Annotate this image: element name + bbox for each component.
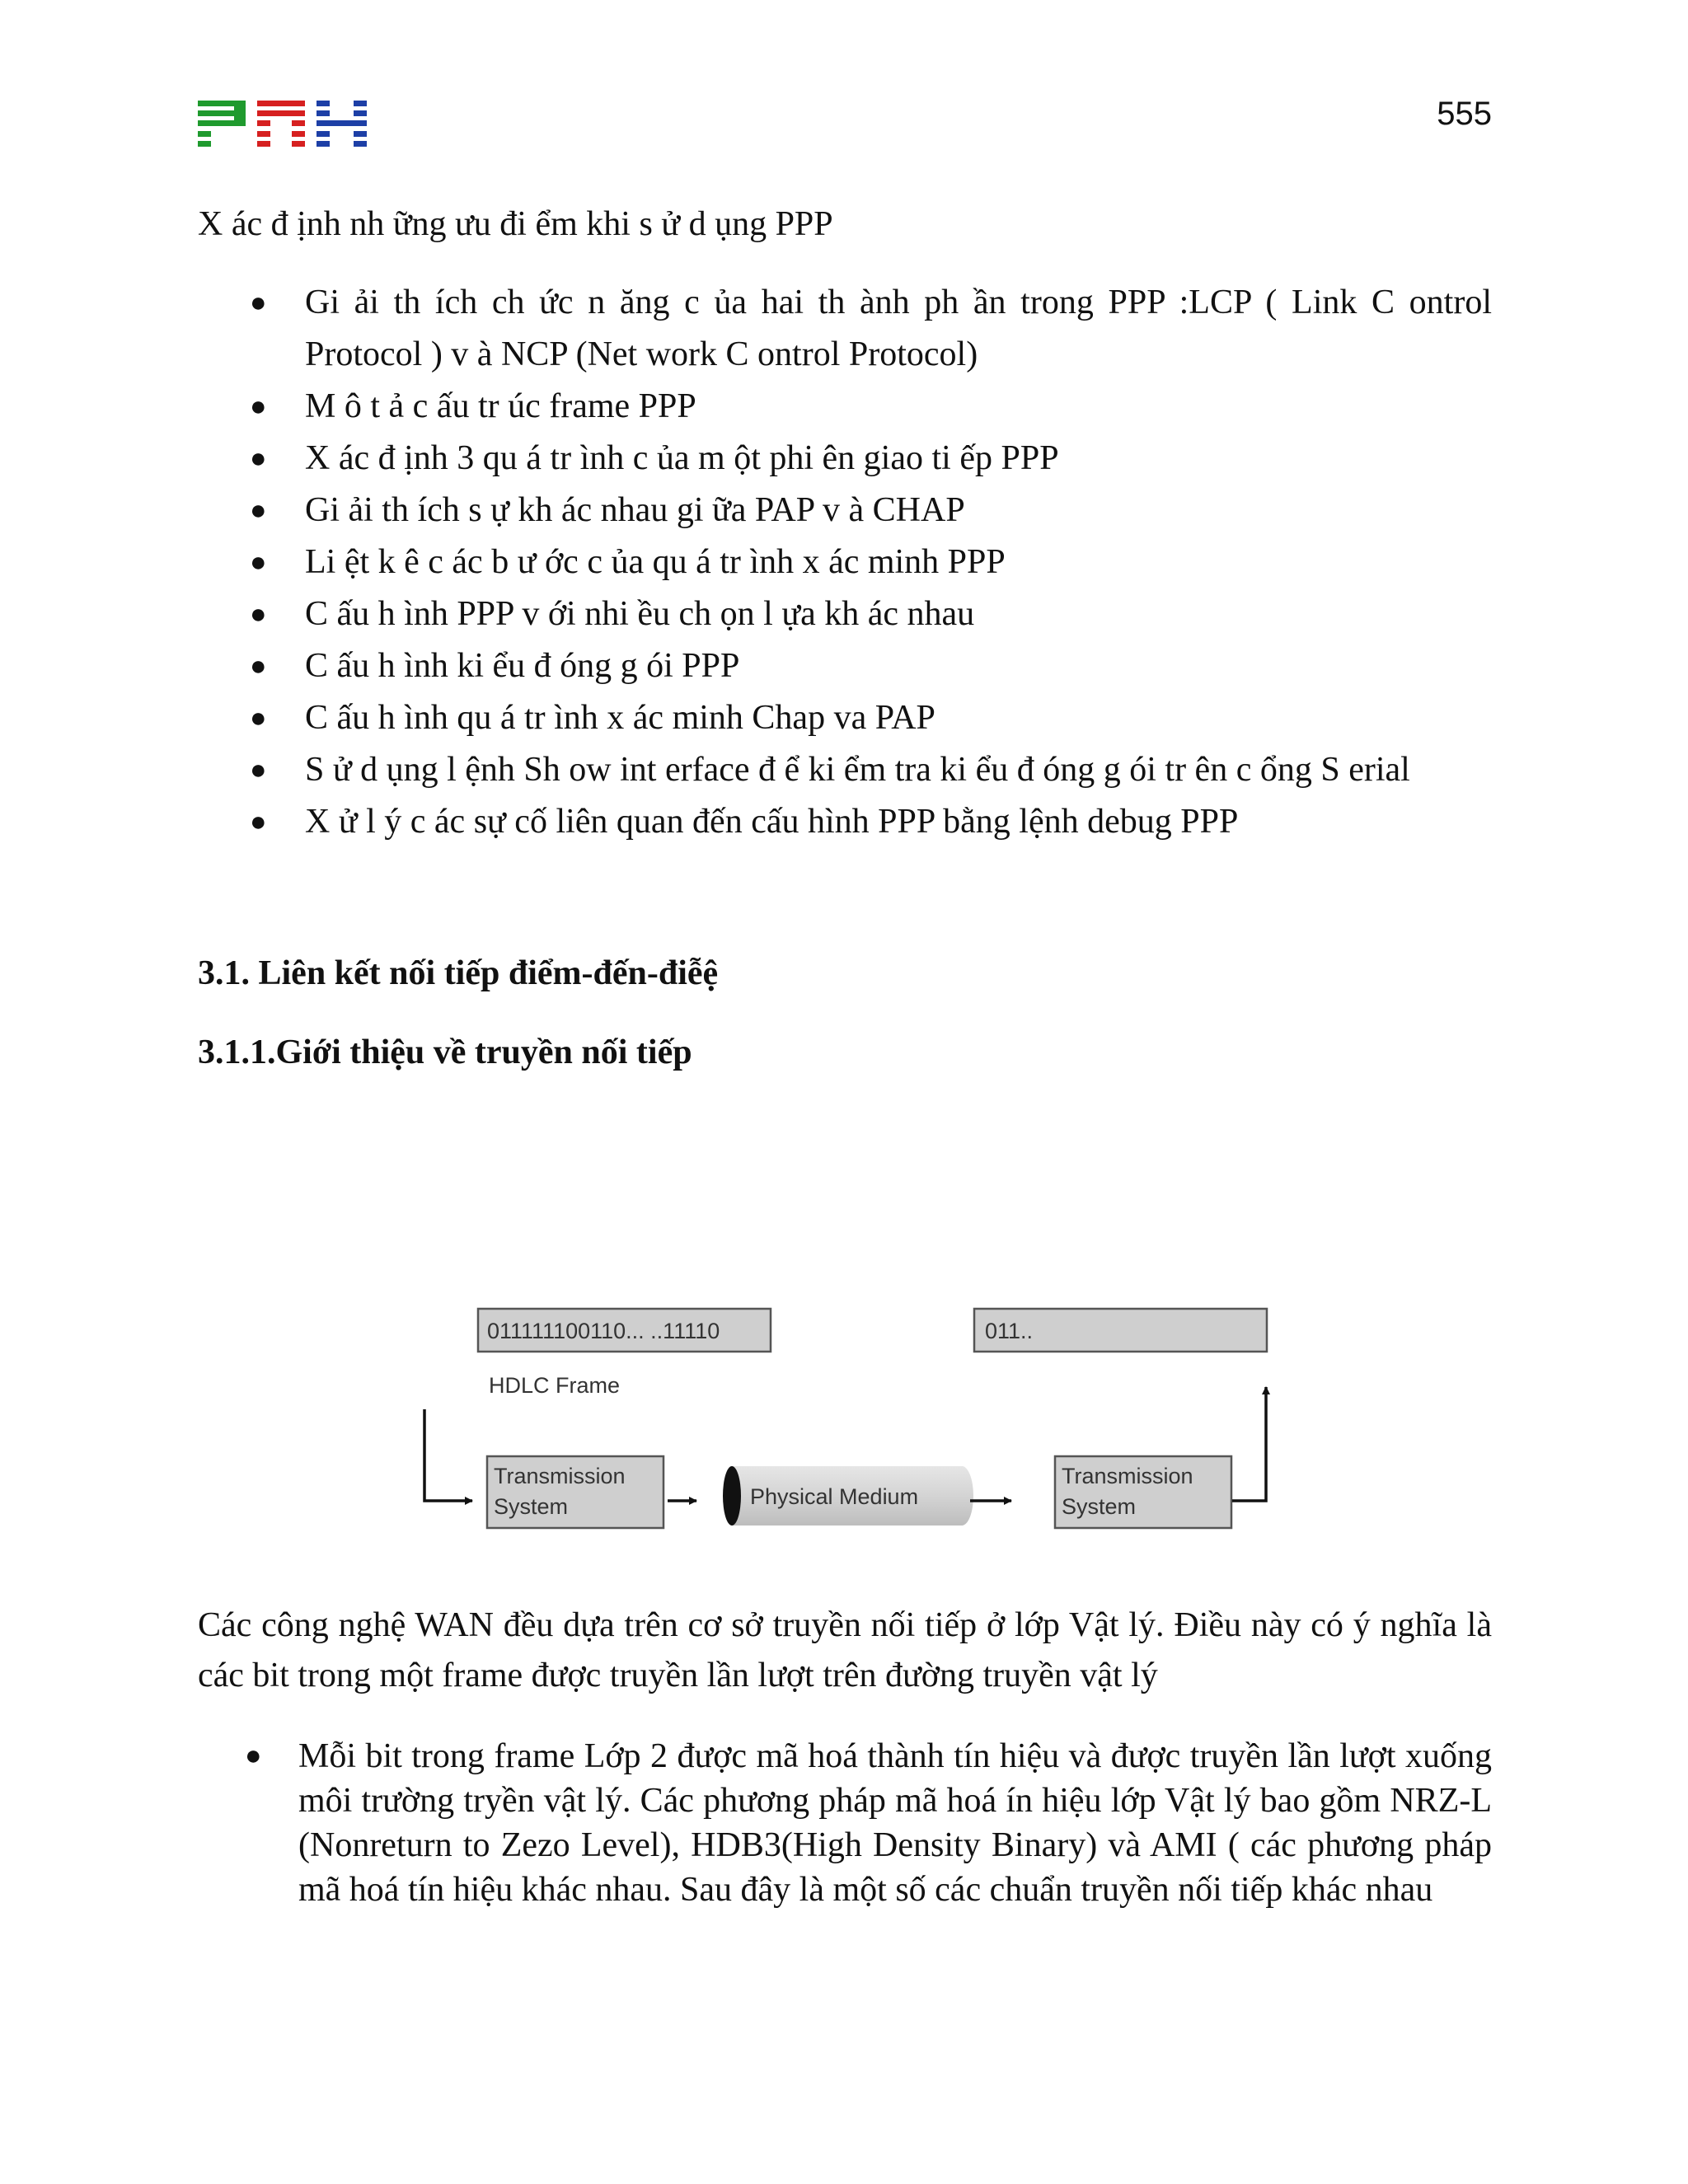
intro-line: X ác đ ịnh nh ững ưu đi ểm khi s ử d ụng PPP	[198, 205, 833, 243]
serial-transmission-diagram	[416, 1298, 1278, 1545]
list-item-text: C ấu h ình ki ểu đ óng g ói PPP	[305, 647, 740, 685]
list-item-text: M ô t ả c ấu tr úc frame PPP	[305, 387, 696, 425]
list-item	[198, 744, 1492, 796]
page-number: 555	[1437, 96, 1492, 132]
wan-list	[198, 1734, 1492, 1912]
objectives-list	[198, 277, 1492, 848]
list-item-text: C ấu h ình qu á tr ình x ác minh Chap va PAP	[305, 699, 935, 737]
tx-right-line1: Transmission	[1062, 1464, 1193, 1488]
list-item	[198, 537, 1492, 588]
list-item	[198, 640, 1492, 692]
wan-paragraph: Các công nghệ WAN đều dựa trên cơ sở truyền nối tiếp ở lớp Vật lý. Điều này có ý nghĩa là các bit trong một frame được truyền lần lượt trên đường truyền vật lý	[198, 1606, 1492, 1694]
physical-medium-label: Physical Medium	[750, 1484, 919, 1509]
bullet-icon: ●	[250, 703, 267, 733]
pnh-logo	[198, 101, 367, 147]
list-item-text: Li ệt k ê c ác b ư ớc c ủa qu á tr ình x ác minh PPP	[305, 543, 1006, 581]
hdlc-frame-label: HDLC Frame	[489, 1373, 621, 1398]
bullet-icon: ●	[250, 547, 267, 578]
list-item-text: Mỗi bit trong frame Lớp 2 được mã hoá thành tín hiệu và được truyền lần lượt xuống môi trường tryền vật lý. Các phương pháp mã hoá ín hiệu lớp Vật lý bao gồm NRZ-L (Nonreturn to Zezo Level), HDB3(High Density Binary) và AMI ( các phương pháp mã hoá tín hiệu khác nhau. Sau đây là một số các chuẩn truyền nối tiếp khác nhau	[298, 1737, 1492, 1909]
list-item	[198, 485, 1492, 537]
input-arrow	[424, 1409, 472, 1501]
list-item	[198, 381, 1492, 433]
list-item	[198, 1734, 1492, 1912]
bullet-icon: ●	[250, 288, 267, 318]
bullet-icon: ●	[250, 807, 267, 837]
list-item-text: S ử d ụng l ệnh Sh ow int erface đ ể ki ểm tra ki ểu đ óng g ói tr ên c ổng S erial	[305, 751, 1410, 789]
list-item-text: Gi ải th ích ch ức n ăng c ủa hai th ành ph ần trong PPP :LCP ( Link C ontrol Protocol ) v à NCP (Net work C ontrol Protocol)	[305, 284, 1492, 373]
list-item-text: X ác đ ịnh 3 qu á tr ình c ủa m ột phi ên giao ti ếp PPP	[305, 439, 1059, 477]
bits-left-label: 011111100110... ..11110	[487, 1319, 720, 1343]
bullet-icon: ●	[250, 755, 267, 785]
subsection-heading: 3.1.1.Giới thiệu về truyền nối tiếp	[198, 1033, 692, 1071]
section-heading: 3.1. Liên kết nối tiếp điểm-đến-điễệ	[198, 954, 719, 992]
bullet-icon: ●	[250, 391, 267, 422]
list-item	[198, 692, 1492, 744]
tx-right-line2: System	[1062, 1494, 1137, 1519]
bits-right-label: 011..	[985, 1319, 1034, 1343]
list-item	[198, 796, 1492, 848]
bullet-icon: ●	[245, 1741, 262, 1771]
list-item	[198, 588, 1492, 640]
list-item-text: C ấu h ình PPP v ới nhi ều ch ọn l ựa kh ác nhau	[305, 595, 975, 633]
list-item	[198, 277, 1492, 381]
bullet-icon: ●	[250, 651, 267, 682]
list-item	[198, 433, 1492, 485]
bullet-icon: ●	[250, 599, 267, 630]
bullet-icon: ●	[250, 495, 267, 526]
bullet-icon: ●	[250, 443, 267, 474]
list-item-text: Gi ải th ích s ự kh ác nhau gi ữa PAP v à CHAP	[305, 491, 965, 529]
output-arrow	[1232, 1387, 1266, 1501]
tx-left-line2: System	[494, 1494, 569, 1519]
tx-left-line1: Transmission	[494, 1464, 626, 1488]
list-item-text: X ử l ý c ác sự cố liên quan đến cấu hình PPP bằng lệnh debug PPP	[305, 803, 1239, 841]
